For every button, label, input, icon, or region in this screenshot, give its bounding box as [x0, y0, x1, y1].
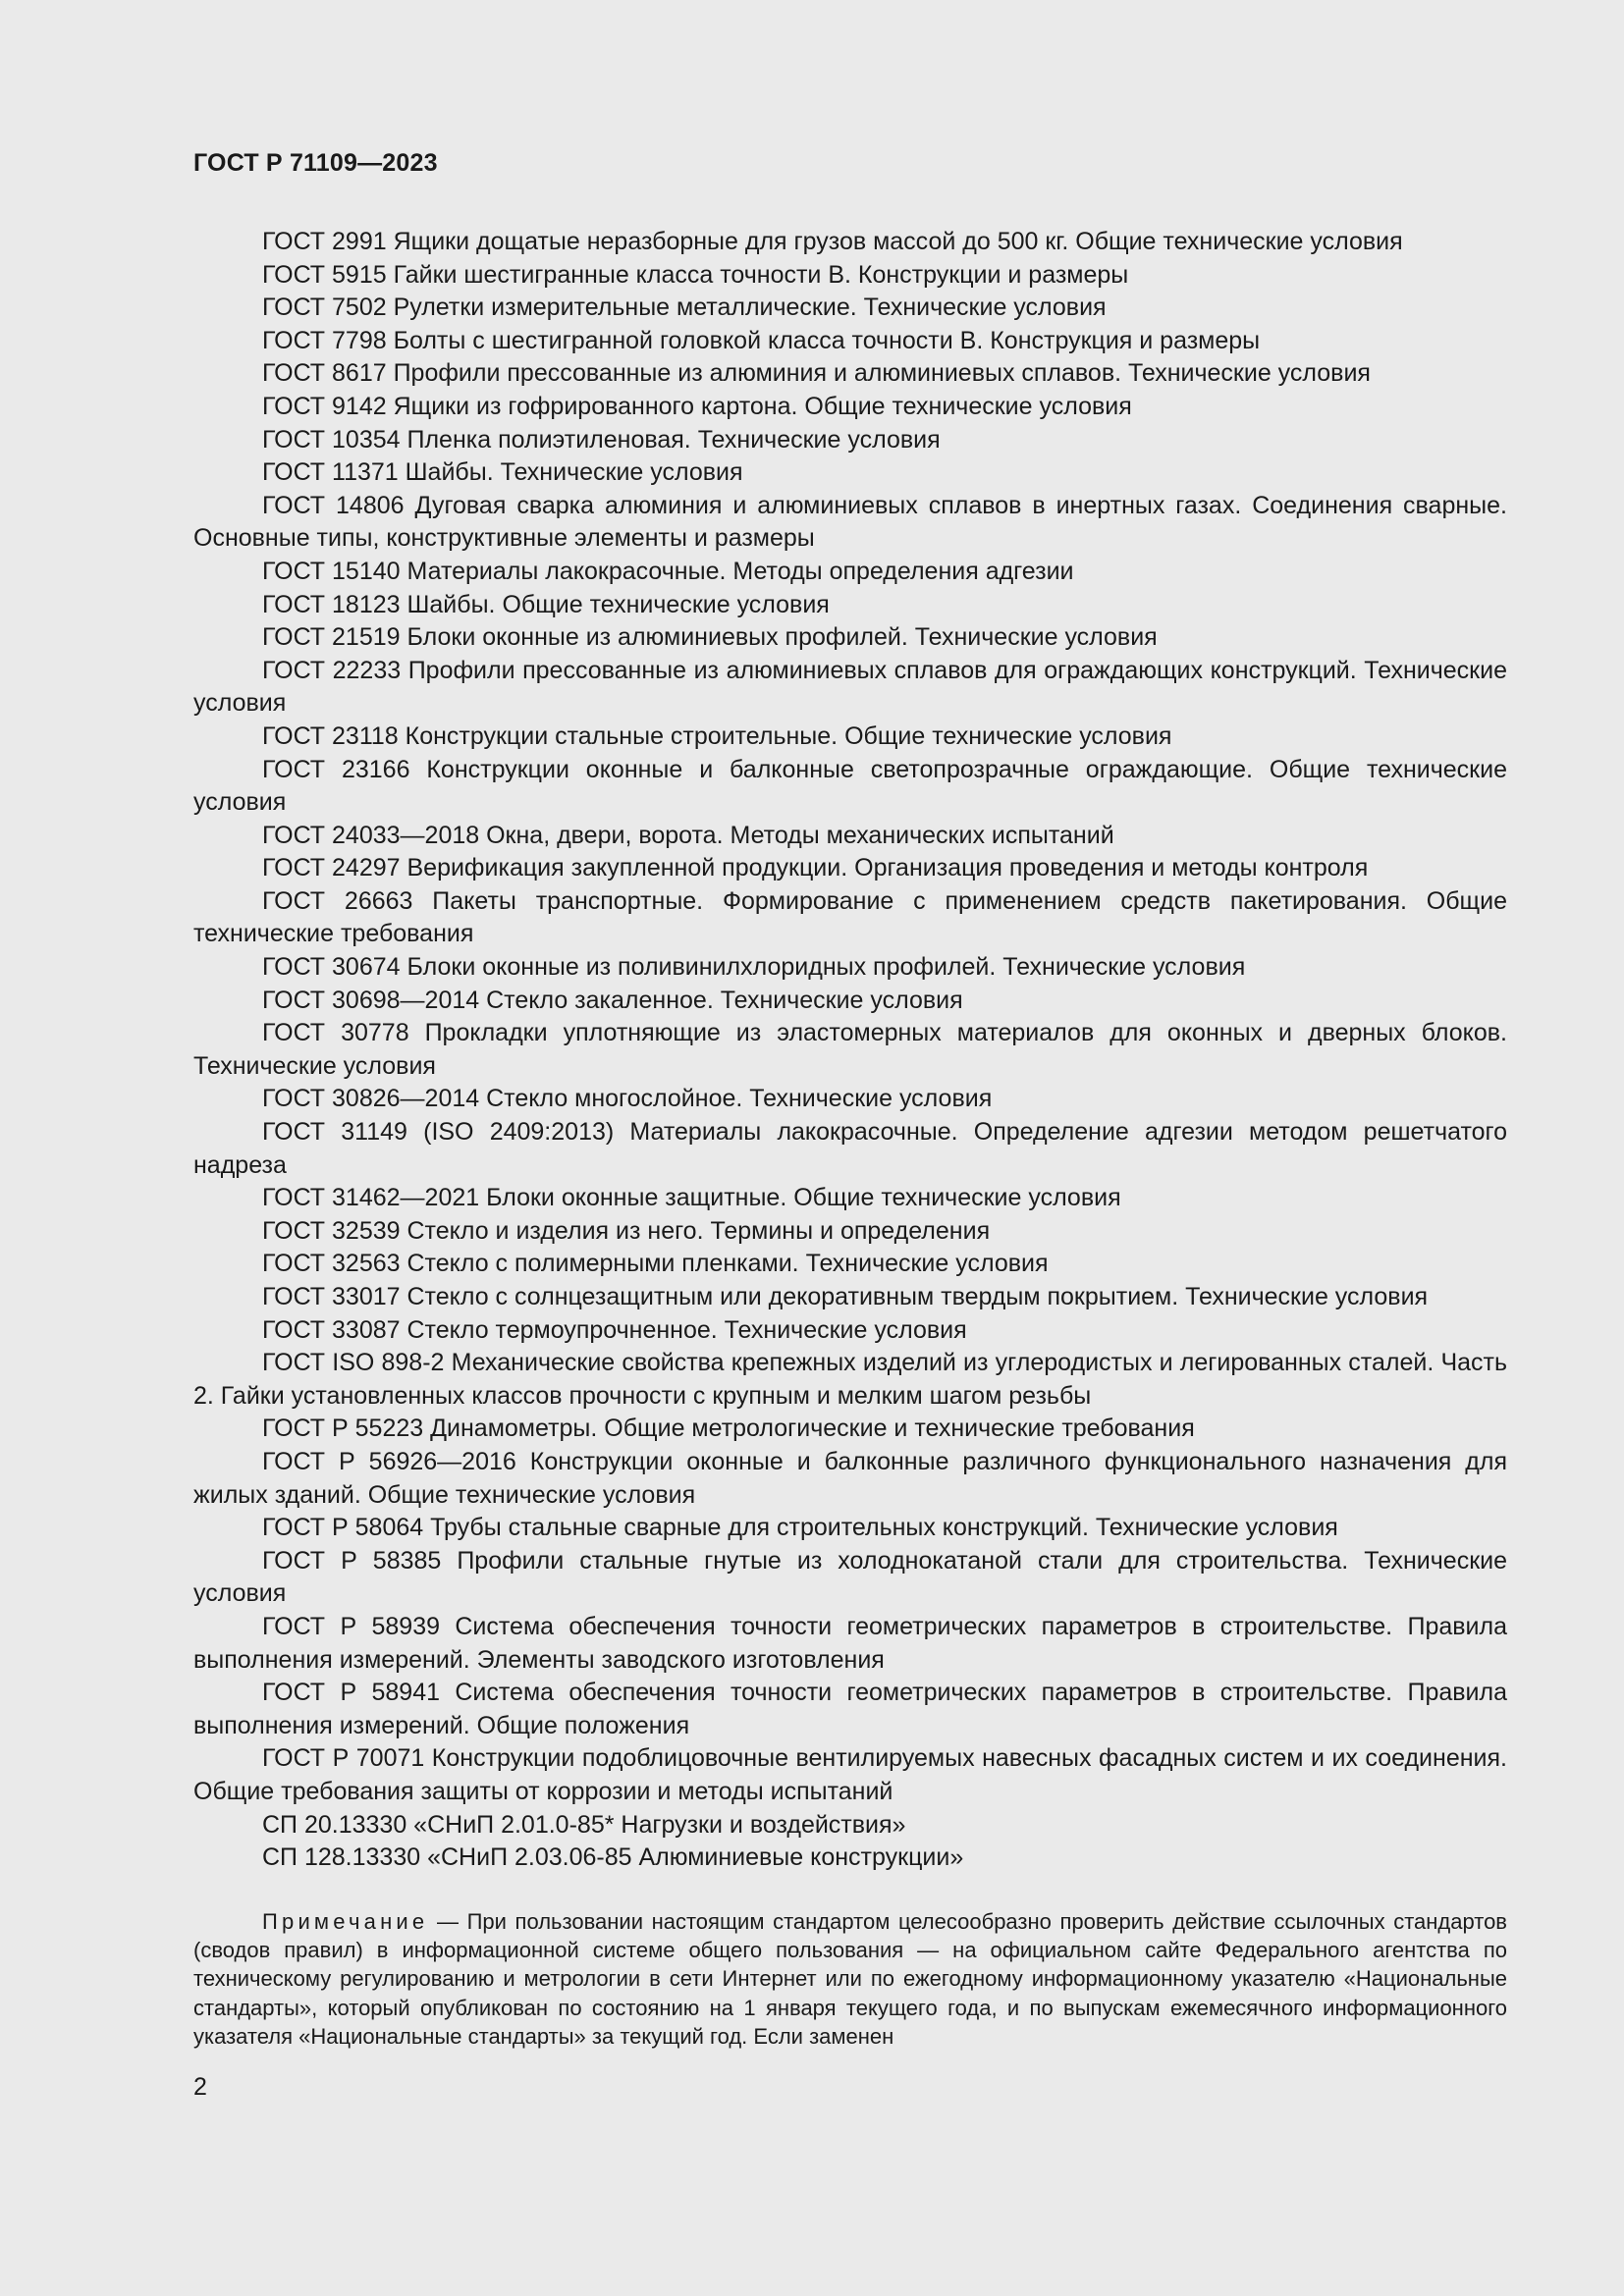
page-number: 2: [193, 2073, 207, 2101]
reference-item: ГОСТ Р 56926—2016 Конструкции оконные и балконные различного функционального назначения для жилых зданий. Общие технические условия: [193, 1447, 1507, 1509]
reference-item: ГОСТ 32539 Стекло и изделия из него. Термины и определения: [262, 1216, 991, 1245]
reference-item: ГОСТ ISO 898-2 Механические свойства крепежных изделий из углеродистых и легированных сталей. Часть 2. Гайки установленных классов прочности с крупным и мелким шагом резьбы: [193, 1349, 1507, 1410]
reference-item: ГОСТ 9142 Ящики из гофрированного картона. Общие технические условия: [262, 392, 1132, 420]
reference-item: ГОСТ 2991 Ящики дощатые неразборные для грузов массой до 500 кг. Общие технические условия: [262, 228, 1403, 255]
reference-item: ГОСТ 33017 Стекло с солнцезащитным или декоративным твердым покрытием. Технические условия: [262, 1283, 1429, 1310]
reference-item: ГОСТ 10354 Пленка полиэтиленовая. Технические условия: [262, 425, 941, 454]
reference-item: ГОСТ 11371 Шайбы. Технические условия: [262, 458, 743, 487]
reference-item: ГОСТ 22233 Профили прессованные из алюминиевых сплавов для ограждающих конструкций. Технические условия: [193, 656, 1507, 718]
reference-item: ГОСТ 30698—2014 Стекло закаленное. Технические условия: [262, 986, 963, 1014]
note-text: — При пользовании настоящим стандартом целесообразно проверить действие ссылочных стандартов (сводов правил) в информационной системе общего пользования — на официальном сайте Федерального агентства по техническому регулированию и метрологии в сети Интернет или по ежегодному информационному указателю «Национальные стандарты», который опубликован по состоянию на 1 января текущего года, и по выпускам ежемесячного информационного указателя «Национальные стандарты» за текущий год. Если заменен: [193, 1909, 1507, 2049]
reference-item: ГОСТ 15140 Материалы лакокрасочные. Методы определения адгезии: [262, 557, 1074, 585]
reference-item: ГОСТ Р 58385 Профили стальные гнутые из холоднокатаной стали для строительства. Технические условия: [193, 1546, 1507, 1608]
reference-item: ГОСТ 24033—2018 Окна, двери, ворота. Методы механических испытаний: [262, 821, 1114, 849]
reference-item: ГОСТ 33087 Стекло термоупрочненное. Технические условия: [262, 1315, 967, 1344]
note-paragraph: [193, 1907, 1507, 2051]
normative-references-list: [193, 226, 1507, 1875]
reference-item: ГОСТ 23118 Конструкции стальные строительные. Общие технические условия: [262, 721, 1172, 750]
document-header: ГОСТ Р 71109—2023: [193, 149, 438, 177]
reference-item: ГОСТ Р 58941 Система обеспечения точности геометрических параметров в строительстве. Правила выполнения измерений. Общие положения: [193, 1679, 1507, 1739]
note-label: Примечание: [262, 1909, 429, 1934]
reference-item: ГОСТ 7798 Болты с шестигранной головкой класса точности В. Конструкция и размеры: [262, 326, 1261, 354]
reference-item: ГОСТ 7502 Рулетки измерительные металлические. Технические условия: [262, 294, 1107, 322]
reference-item: ГОСТ 31462—2021 Блоки оконные защитные. Общие технические условия: [262, 1184, 1121, 1212]
reference-item: ГОСТ 31149 (ISO 2409:2013) Материалы лакокрасочные. Определение адгезии методом решетчатого надреза: [193, 1118, 1507, 1179]
reference-item: СП 20.13330 «СНиП 2.01.0-85* Нагрузки и воздействия»: [262, 1810, 906, 1839]
reference-item: ГОСТ 18123 Шайбы. Общие технические условия: [262, 590, 830, 618]
reference-item: ГОСТ 21519 Блоки оконные из алюминиевых профилей. Технические условия: [262, 623, 1158, 652]
reference-item: ГОСТ Р 58064 Трубы стальные сварные для строительных конструкций. Технические условия: [262, 1514, 1338, 1542]
reference-item: ГОСТ Р 70071 Конструкции подоблицовочные вентилируемых навесных фасадных систем и их соединения. Общие требования защиты от коррозии и методы испытаний: [193, 1744, 1507, 1805]
reference-item: ГОСТ 26663 Пакеты транспортные. Формирование с применением средств пакетирования. Общие технические требования: [193, 886, 1507, 948]
reference-item: ГОСТ Р 58939 Система обеспечения точности геометрических параметров в строительстве. Правила выполнения измерений. Элементы заводского изготовления: [193, 1612, 1507, 1674]
reference-item: ГОСТ 30826—2014 Стекло многослойное. Технические условия: [262, 1085, 993, 1113]
reference-item: ГОСТ 30778 Прокладки уплотняющие из эластомерных материалов для оконных и дверных блоков. Технические условия: [193, 1019, 1507, 1080]
reference-item: ГОСТ 8617 Профили прессованные из алюминия и алюминиевых сплавов. Технические условия: [262, 359, 1371, 388]
reference-item: ГОСТ Р 55223 Динамометры. Общие метрологические и технические требования: [262, 1415, 1195, 1443]
reference-item: ГОСТ 14806 Дуговая сварка алюминия и алюминиевых сплавов в инертных газах. Соединения сварные. Основные типы, конструктивные элементы и размеры: [193, 491, 1507, 553]
reference-item: ГОСТ 24297 Верификация закупленной продукции. Организация проведения и методы контроля: [262, 854, 1369, 882]
reference-item: ГОСТ 5915 Гайки шестигранные класса точности В. Конструкции и размеры: [262, 260, 1129, 289]
reference-item: ГОСТ 32563 Стекло с полимерными пленками. Технические условия: [262, 1250, 1049, 1278]
reference-item: ГОСТ 30674 Блоки оконные из поливинилхлоридных профилей. Технические условия: [262, 953, 1246, 982]
reference-item: СП 128.13330 «СНиП 2.03.06-85 Алюминиевые конструкции»: [262, 1843, 964, 1872]
reference-item: ГОСТ 23166 Конструкции оконные и балконные светопрозрачные ограждающие. Общие технические условия: [193, 755, 1507, 817]
